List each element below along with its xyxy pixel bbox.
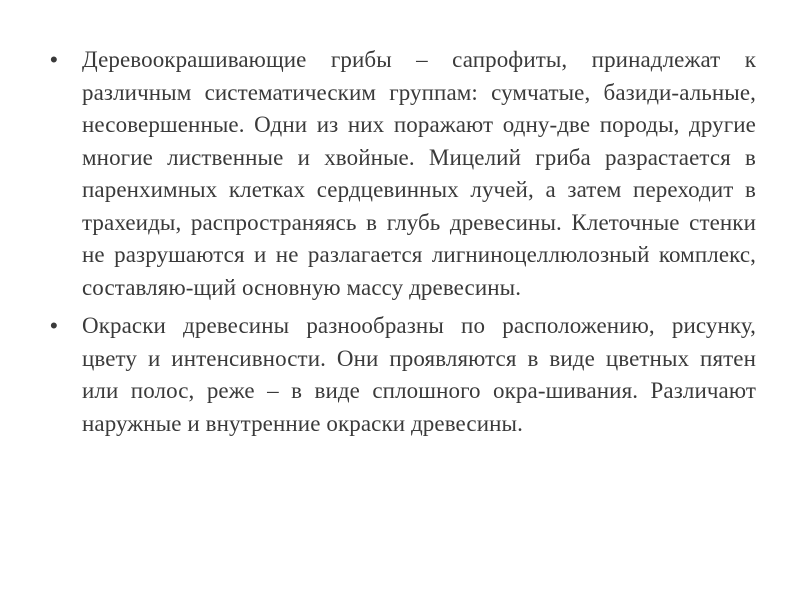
bullet-list — [44, 44, 756, 446]
bullet-text-fungi: Деревоокрашивающие грибы – сапрофиты, принадлежат к различным систематическим группам: сумчатые, базиди-альные, несовершенные. Одни из них поражают одну-две породы, другие многие лиственные и хвойные. Мицелий гриба разрастается в паренхимных клетках сердцевинных лучей, а затем переходит в трахеиды, распространяясь в глубь древесины. Клеточные стенки не разрушаются и не разлагается лигниноцеллюлозный комплекс, составляю-щий основную массу древесины. — [82, 47, 756, 300]
bullet-marker: • — [50, 313, 58, 338]
bullet-item-fungi — [44, 44, 756, 304]
bullet-marker: • — [50, 47, 58, 72]
bullet-text-colorations: Окраски древесины разнообразны по расположению, рисунку, цвету и интенсивности. Они проявляются в виде цветных пятен или полос, реже – в виде сплошного окра-шивания. Различают наружные и внутренние окраски древесины. — [82, 313, 756, 436]
bullet-item-colorations — [44, 310, 756, 440]
